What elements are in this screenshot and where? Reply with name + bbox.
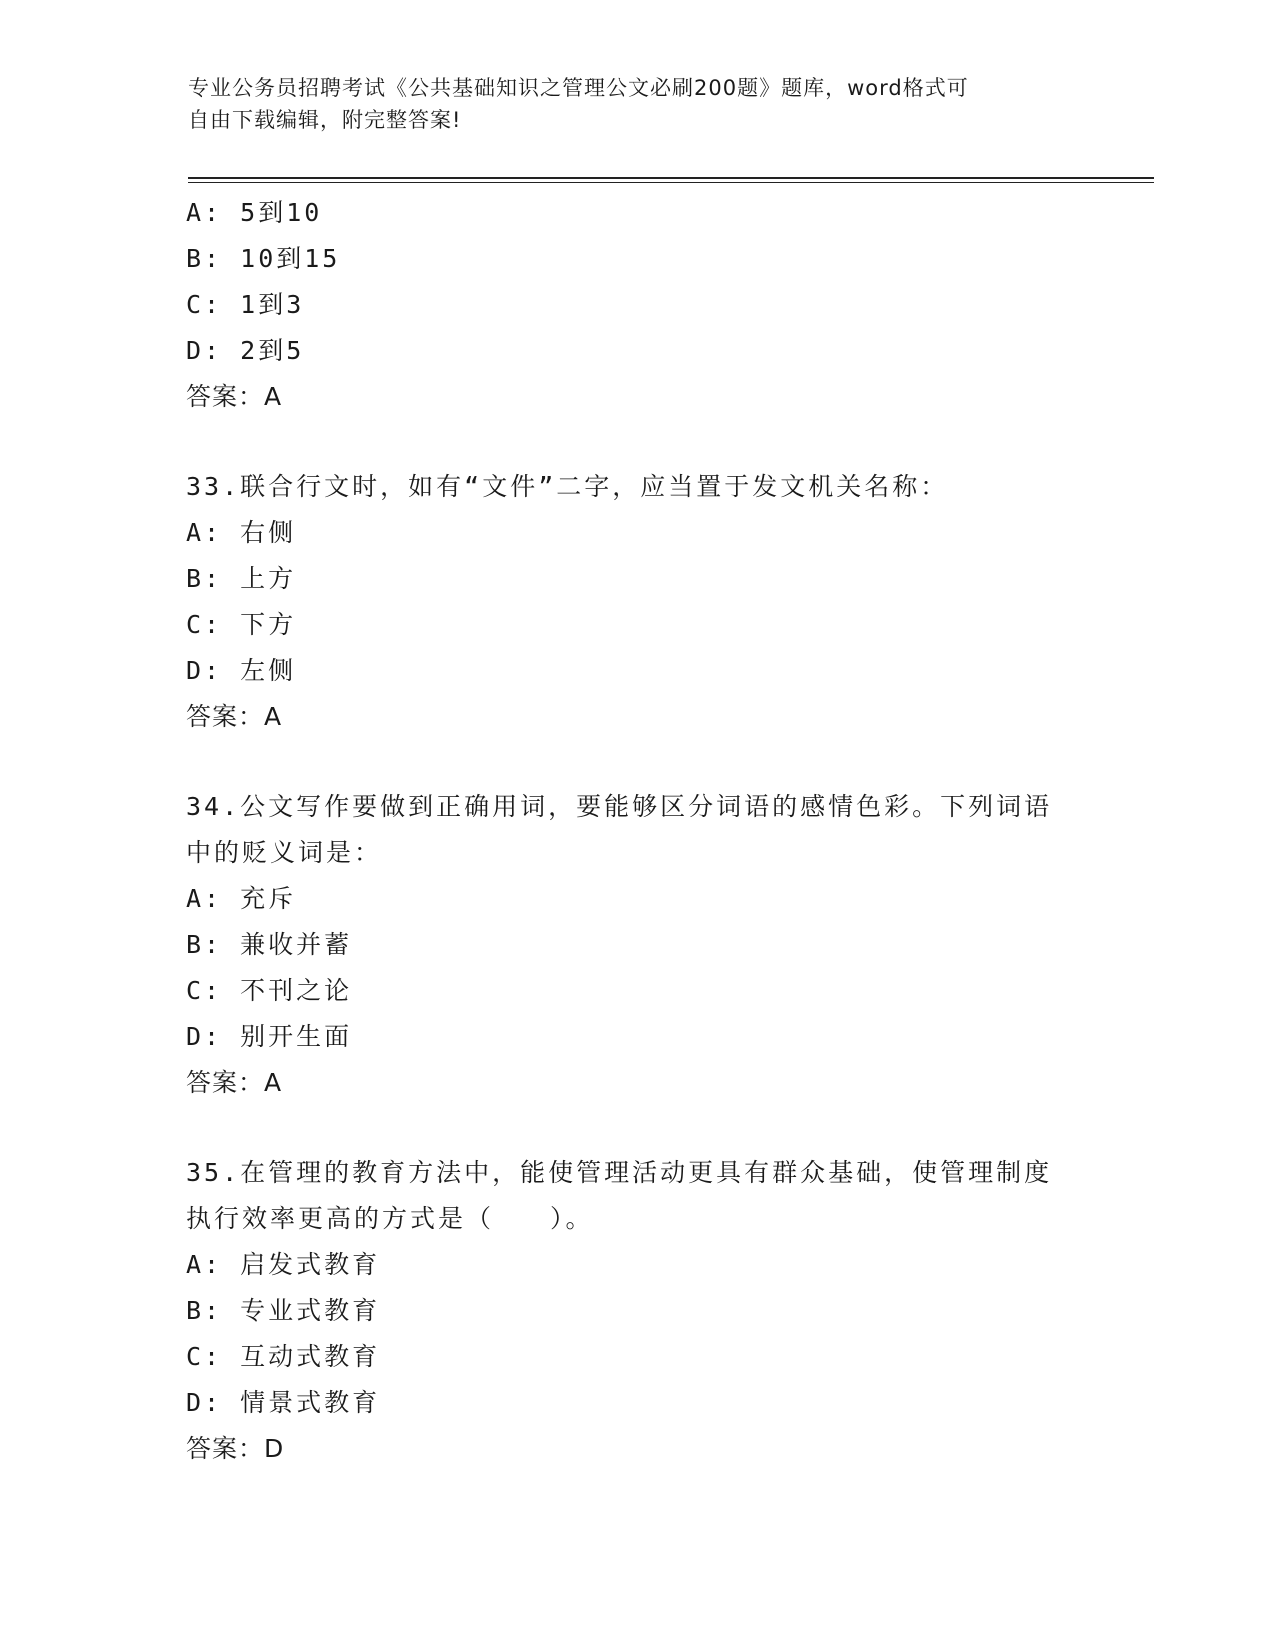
option-a: A: 5到10 [186, 198, 323, 227]
option-d: D: 别开生面 [186, 1022, 353, 1051]
option-a: A: 右侧 [186, 518, 297, 547]
header-rule-thick [188, 177, 1154, 179]
option-d: D: 情景式教育 [186, 1388, 381, 1417]
question-text: 33.联合行文时，如有“文件”二字，应当置于发文机关名称： [186, 472, 949, 501]
option-b: B: 兼收并蓄 [186, 930, 353, 959]
option-a: A: 充斥 [186, 884, 297, 913]
header-line-1: 专业公务员招聘考试《公共基础知识之管理公文必刷200题》题库，word格式可 [188, 76, 969, 100]
header-line-2: 自由下载编辑，附完整答案! [188, 108, 462, 132]
question-33 [186, 464, 1086, 740]
option-b: B: 上方 [186, 564, 297, 593]
answer: 答案：D [186, 1434, 285, 1463]
option-d: D: 左侧 [186, 656, 297, 685]
answer: 答案：A [186, 382, 283, 411]
option-c: C: 互动式教育 [186, 1342, 381, 1371]
header-rule-thin [188, 182, 1154, 183]
document-header [188, 72, 1088, 136]
option-c: C: 1到3 [186, 290, 305, 319]
question-32 [186, 190, 1086, 420]
question-text-line-2: 中的贬义词是： [186, 838, 383, 867]
question-list [186, 190, 1086, 1472]
option-d: D: 2到5 [186, 336, 305, 365]
option-b: B: 专业式教育 [186, 1296, 381, 1325]
question-text-line-1: 35.在管理的教育方法中，能使管理活动更具有群众基础，使管理制度 [186, 1158, 1053, 1187]
answer: 答案：A [186, 1068, 283, 1097]
question-text-line-2: 执行效率更高的方式是（ ）。 [186, 1204, 594, 1233]
answer: 答案：A [186, 702, 283, 731]
question-34 [186, 784, 1086, 1106]
question-35 [186, 1150, 1086, 1472]
option-b: B: 10到15 [186, 244, 341, 273]
question-text-line-1: 34.公文写作要做到正确用词，要能够区分词语的感情色彩。下列词语 [186, 792, 1053, 821]
option-c: C: 下方 [186, 610, 297, 639]
option-c: C: 不刊之论 [186, 976, 353, 1005]
option-a: A: 启发式教育 [186, 1250, 381, 1279]
